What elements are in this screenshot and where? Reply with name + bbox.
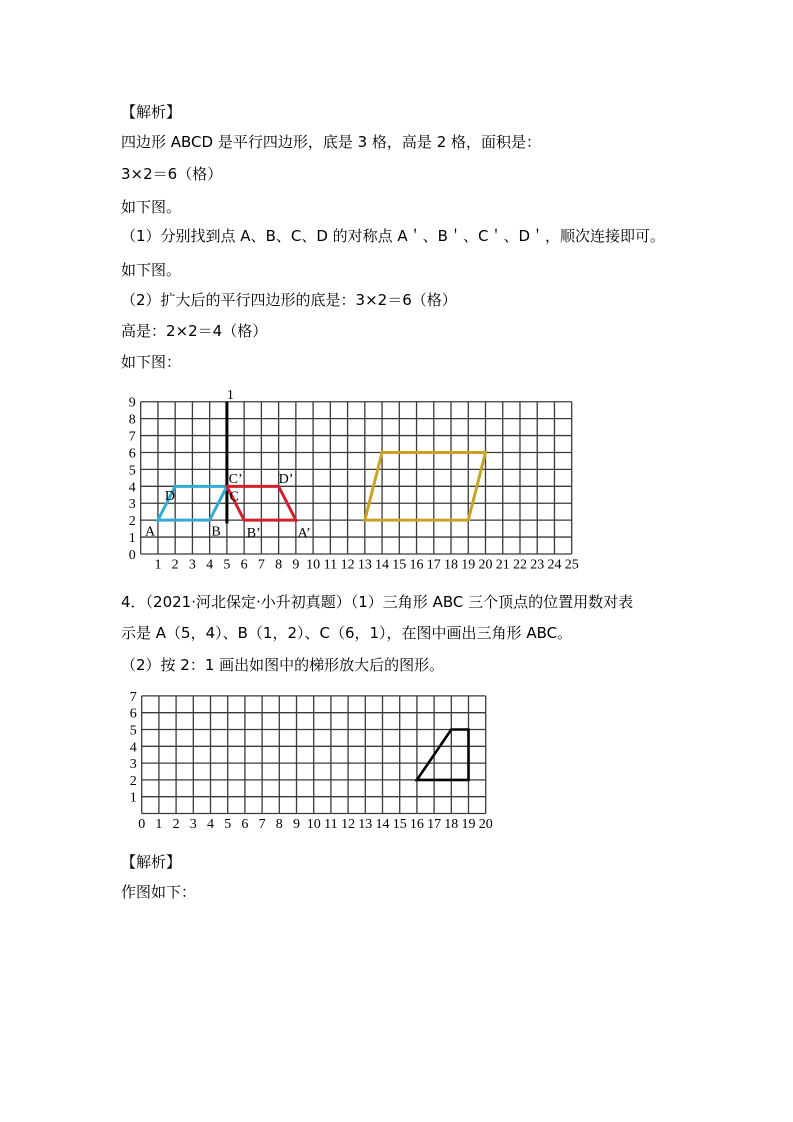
y-tick-label: 5 [129,723,137,739]
x-tick-label: 1 [154,557,162,573]
vertex-label: D’ [278,471,294,487]
shape-trapezoid [417,730,469,780]
x-tick-label: 3 [188,557,196,573]
solution-line: 如下图。 [121,261,182,279]
x-tick-label: 20 [478,557,493,573]
x-tick-label: 4 [207,817,214,832]
y-tick-label: 7 [129,689,137,705]
x-tick-label: 16 [409,817,424,832]
y-tick-label: 8 [128,412,136,428]
y-tick-label: 6 [128,446,136,462]
solution-line: 四边形 ABCD 是平行四边形，底是 3 格，高是 2 格，面积是： [121,133,542,151]
x-tick-label: 18 [444,557,459,573]
y-tick-label: 2 [129,773,137,789]
x-tick-label: 23 [530,557,545,573]
question-line: 4．（2021·河北保定·小升初真题）（1）三角形 ABC 三个顶点的位置用数对表 [121,593,634,611]
solution-line: 作图如下： [121,883,197,901]
vertex-label: B’ [246,526,261,542]
vertex-label: A’ [297,526,311,542]
x-tick-label: 24 [547,557,562,573]
x-tick-label: 6 [240,557,248,573]
x-tick-label: 19 [461,817,476,832]
x-tick-label: 4 [206,557,214,573]
x-tick-label: 25 [564,557,579,573]
vertex-label: A [145,524,156,540]
x-tick-label: 15 [392,557,407,573]
y-tick-label: 1 [128,531,136,547]
x-tick-label: 7 [257,557,265,573]
x-tick-label: 13 [357,557,372,573]
x-tick-label: 7 [258,817,266,832]
x-tick-label: 10 [306,557,321,573]
grid-figure-parallelograms [129,388,579,572]
y-tick-label: 9 [128,395,136,411]
grid-figure-trapezoid [130,690,493,832]
y-tick-label: 0 [128,548,136,563]
x-tick-label: 15 [392,817,407,832]
x-tick-label: 14 [375,817,390,832]
y-tick-label: 5 [128,463,136,479]
x-tick-label: 13 [358,817,373,832]
x-tick-label: 17 [427,817,442,832]
y-tick-label: 7 [128,429,136,445]
x-tick-label: 6 [241,817,249,832]
x-tick-label: 3 [189,817,197,832]
y-tick-label: 2 [128,514,136,530]
x-tick-label: 11 [324,817,338,832]
x-tick-label: 1 [155,817,163,832]
x-tick-label: 12 [340,557,355,573]
solution-line: 如下图。 [121,198,182,216]
x-tick-label: 2 [172,817,180,832]
x-tick-label: 19 [461,557,476,573]
x-tick-label: 9 [292,557,300,573]
y-tick-label: 4 [129,740,137,756]
solution-line: 高是：2×2＝4（格） [121,322,268,340]
solution-line: （1）分别找到点 A、B、C、D 的对称点 A＇、B＇、C＇、D＇，顺次连接即可。 [121,227,666,245]
question-line: 示是 A（5，4）、B（1，2）、C（6，1），在图中画出三角形 ABC。 [121,624,573,642]
x-tick-label: 10 [306,817,321,832]
y-tick-label: 4 [128,480,136,496]
x-tick-label: 5 [224,817,232,832]
y-tick-label: 3 [129,757,137,773]
x-tick-label: 8 [275,557,283,573]
solution-heading: 【解析】 [121,103,182,121]
y-tick-label: 6 [129,706,137,722]
x-tick-label: 9 [293,817,300,832]
x-tick-label: 20 [478,817,493,832]
y-tick-label: 1 [129,790,137,806]
x-tick-label: 12 [341,817,356,832]
vertex-label: B [211,524,221,540]
x-tick-label: 5 [223,557,231,573]
x-tick-label: 11 [323,557,338,573]
x-tick-label: 14 [375,557,390,573]
vertex-label: C [229,489,239,505]
vertex-label: C’ [228,471,243,487]
solution-line: 3×2＝6（格） [121,165,223,183]
solution-line: 如下图： [121,353,182,371]
solution-line: （2）扩大后的平行四边形的底是：3×2＝6（格） [121,291,457,309]
x-tick-label: 18 [444,817,459,832]
x-tick-label: 21 [495,557,510,573]
question-line: （2）按 2：1 画出如图中的梯形放大后的图形。 [121,656,445,674]
y-tick-label: 3 [128,497,136,513]
x-tick-label: 17 [426,557,441,573]
x-tick-label: 8 [275,817,283,832]
x-tick-label: 2 [171,557,179,573]
x-tick-label: 0 [138,817,146,832]
x-tick-label: 22 [512,557,527,573]
x-tick-label: 16 [409,557,424,573]
solution-heading: 【解析】 [121,853,182,871]
vertex-label: D [164,488,175,504]
symmetry-axis-label: 1 [226,388,234,404]
